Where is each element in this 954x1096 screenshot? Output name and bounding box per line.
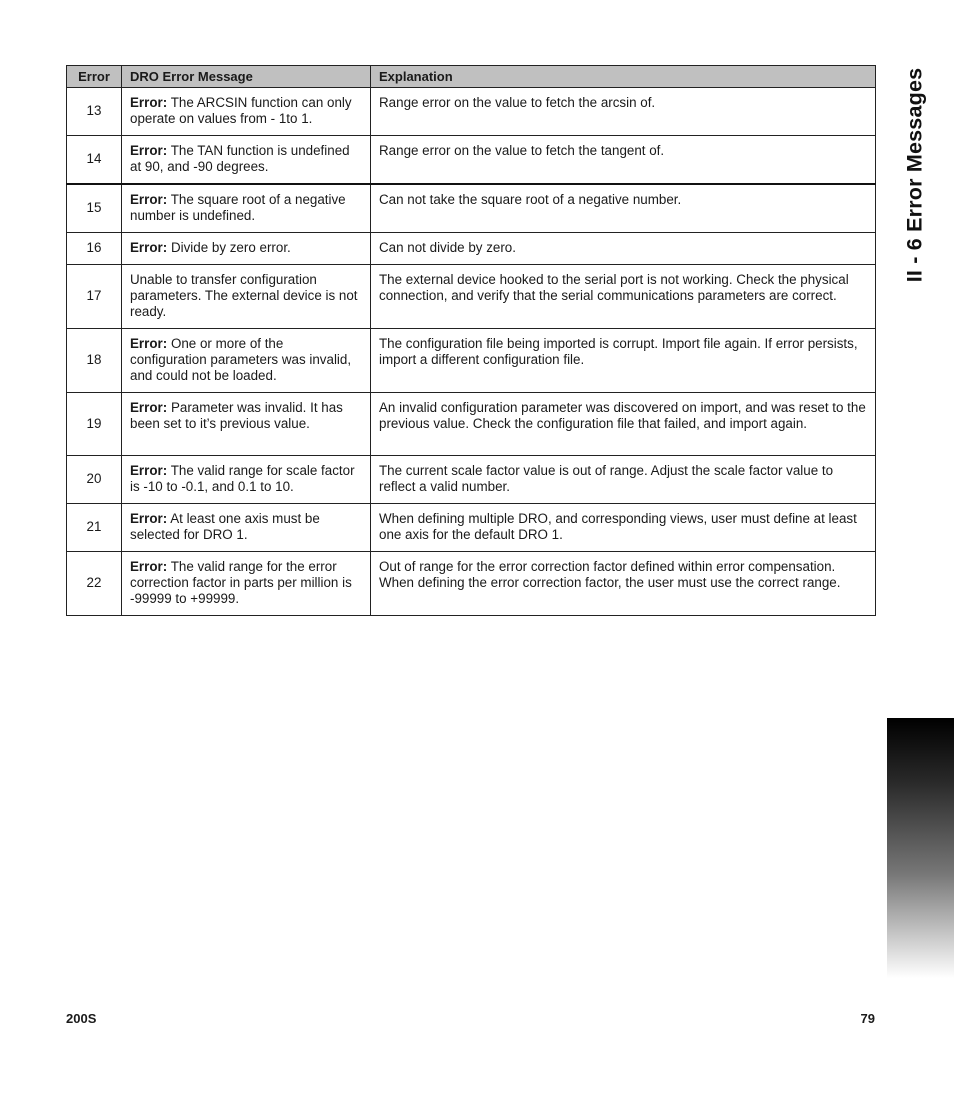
error-code: 14 (67, 136, 122, 185)
error-explanation: The external device hooked to the serial port is not working. Check the physical connection, and verify that the serial communications parameters are correct. (371, 265, 876, 329)
error-explanation: Can not take the square root of a negative number. (371, 184, 876, 233)
error-message-text: One or more of the configuration parameters was invalid, and could not be loaded. (130, 336, 352, 383)
error-message (122, 504, 371, 552)
table-row (67, 552, 876, 616)
error-message (122, 233, 371, 265)
error-explanation: Out of range for the error correction factor defined within error compensation. When defining the error correction factor, the user must use the correct range. (371, 552, 876, 616)
error-message (122, 393, 371, 456)
error-code: 15 (67, 184, 122, 233)
error-message-text: Unable to transfer configuration parameters. The external device is not ready. (130, 272, 358, 319)
footer-model: 200S (66, 1011, 97, 1026)
header-dro-error-message: DRO Error Message (122, 66, 371, 88)
error-code: 21 (67, 504, 122, 552)
error-label: Error: (130, 559, 168, 574)
table-row (67, 504, 876, 552)
error-code: 16 (67, 233, 122, 265)
error-label: Error: (130, 192, 168, 207)
header-error-code: Error (67, 66, 122, 88)
table-row (67, 136, 876, 185)
error-message-text: The ARCSIN function can only operate on values from - 1to 1. (130, 95, 352, 126)
error-message (122, 88, 371, 136)
error-message-text: The valid range for the error correction factor in parts per million is -99999 to +99999. (130, 559, 352, 606)
error-message-text: At least one axis must be selected for DRO 1. (130, 511, 320, 542)
thumb-index-tab (887, 718, 954, 978)
error-label: Error: (130, 511, 168, 526)
error-label: Error: (130, 400, 168, 415)
error-label: Error: (130, 143, 168, 158)
error-message (122, 552, 371, 616)
error-messages-table (66, 65, 876, 616)
error-message-text: Parameter was invalid. It has been set to it’s previous value. (130, 400, 343, 431)
error-code: 19 (67, 393, 122, 456)
error-message (122, 265, 371, 329)
error-code: 18 (67, 329, 122, 393)
header-explanation: Explanation (371, 66, 876, 88)
section-side-title: II - 6 Error Messages (902, 67, 927, 283)
error-code: 13 (67, 88, 122, 136)
error-message-text: The TAN function is undefined at 90, and -90 degrees. (130, 143, 350, 174)
error-explanation: An invalid configuration parameter was discovered on import, and was reset to the previous value. Check the configuration file that failed, and import again. (371, 393, 876, 456)
table-row (67, 233, 876, 265)
error-label: Error: (130, 240, 168, 255)
error-label: Error: (130, 95, 168, 110)
table-row (67, 184, 876, 233)
error-code: 20 (67, 456, 122, 504)
error-explanation: Range error on the value to fetch the arcsin of. (371, 88, 876, 136)
table-row (67, 393, 876, 456)
error-code: 17 (67, 265, 122, 329)
error-code: 22 (67, 552, 122, 616)
error-label: Error: (130, 463, 168, 478)
table-row (67, 265, 876, 329)
error-explanation: When defining multiple DRO, and corresponding views, user must define at least one axis for the default DRO 1. (371, 504, 876, 552)
table-row (67, 88, 876, 136)
error-message-text: The square root of a negative number is undefined. (130, 192, 346, 223)
table-row (67, 456, 876, 504)
error-message (122, 456, 371, 504)
error-message (122, 136, 371, 185)
error-explanation: Range error on the value to fetch the tangent of. (371, 136, 876, 185)
table-header-row (67, 66, 876, 88)
error-message-text: Divide by zero error. (167, 240, 291, 255)
error-explanation: The configuration file being imported is corrupt. Import file again. If error persists, import a different configuration file. (371, 329, 876, 393)
error-label: Error: (130, 336, 168, 351)
error-explanation: The current scale factor value is out of range. Adjust the scale factor value to reflect a valid number. (371, 456, 876, 504)
footer-page-number: 79 (860, 1011, 875, 1026)
error-explanation: Can not divide by zero. (371, 233, 876, 265)
error-message-text: The valid range for scale factor is -10 to -0.1, and 0.1 to 10. (130, 463, 355, 494)
error-message (122, 329, 371, 393)
table-row (67, 329, 876, 393)
error-message (122, 184, 371, 233)
